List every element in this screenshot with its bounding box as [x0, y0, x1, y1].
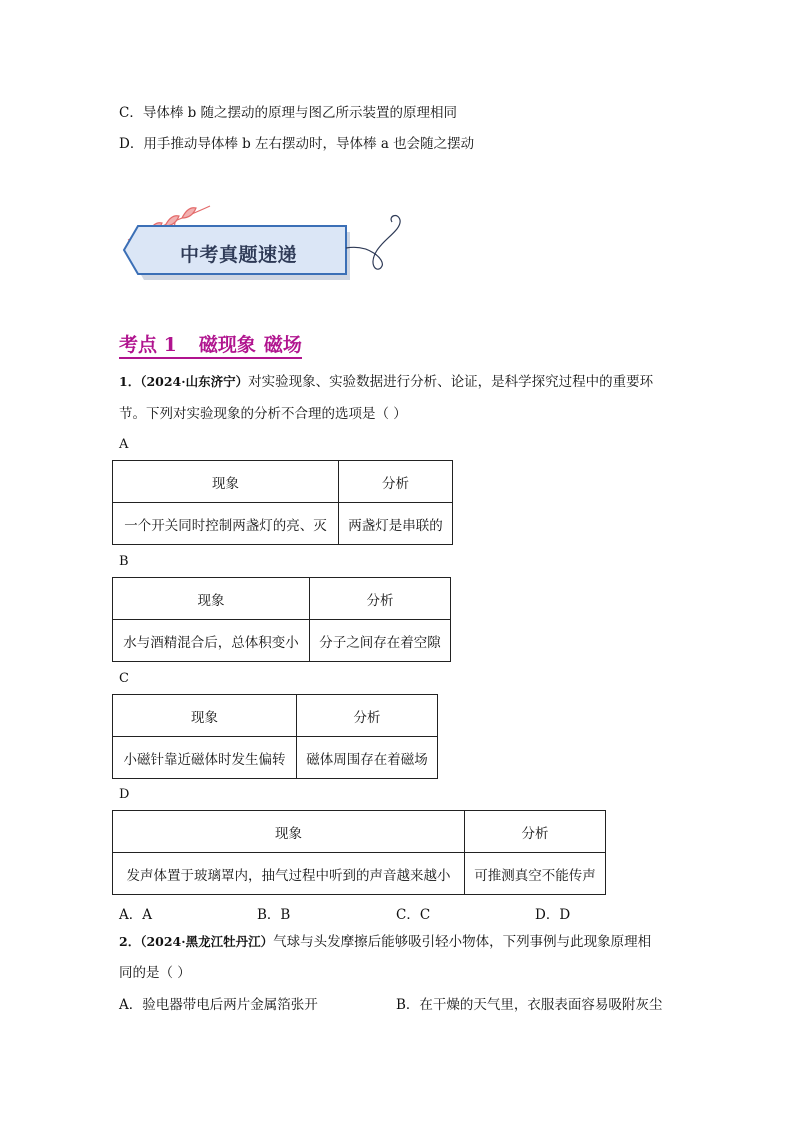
answer-choice-d: D．D [535, 907, 571, 923]
question-2-choice-a: A．验电器带电后两片金属箔张开 [119, 997, 318, 1013]
section-prefix: 考点 1 [119, 334, 177, 356]
option-b-label: B [119, 554, 129, 569]
table-cell: 发声体置于玻璃罩内，抽气过程中听到的声音越来越小 [113, 853, 465, 895]
question-1-line-2: 节。下列对实验现象的分析不合理的选项是（ ） [119, 406, 407, 422]
table-header: 现象 [113, 811, 465, 853]
question-2-line-1 [119, 934, 651, 950]
table-header: 分析 [465, 811, 606, 853]
table-cell: 小磁针靠近磁体时发生偏转 [113, 737, 297, 779]
question-2-number: 2． [119, 934, 141, 949]
table-cell: 可推测真空不能传声 [465, 853, 606, 895]
answer-choice-a: A．A [119, 907, 152, 923]
section-title-a: 磁现象 [198, 334, 256, 356]
table-header: 分析 [339, 461, 453, 503]
question-1-line-1 [119, 374, 653, 390]
section-heading [119, 333, 302, 359]
option-a-table [112, 460, 453, 545]
question-2-choice-b: B．在干燥的天气里，衣服表面容易吸附灰尘 [396, 997, 663, 1013]
option-a-label: A [119, 437, 129, 452]
table-cell: 水与酒精混合后，总体积变小 [113, 620, 310, 662]
option-b-table [112, 577, 451, 662]
table-cell: 磁体周围存在着磁场 [297, 737, 438, 779]
question-2-text-1: 气球与头发摩擦后能够吸引轻小物体，下列事例与此现象原理相 [273, 934, 652, 950]
table-header: 现象 [113, 461, 339, 503]
table-cell: 分子之间存在着空隙 [310, 620, 451, 662]
option-d-text: D．用手推动导体棒 b 左右摆动时，导体棒 a 也会随之摆动 [119, 136, 475, 152]
option-d-table [112, 810, 606, 895]
table-header: 分析 [310, 578, 451, 620]
answer-choice-b: B．B [257, 907, 291, 923]
question-2-source: （2024·黑龙江牡丹江） [140, 934, 274, 949]
answer-choice-c: C．C [396, 907, 431, 923]
table-cell: 一个开关同时控制两盏灯的亮、灭 [113, 503, 339, 545]
option-c-label: C [119, 671, 129, 686]
option-c-table [112, 694, 438, 779]
question-1-number: 1． [119, 374, 141, 389]
section-title-b: 磁场 [263, 334, 302, 356]
question-2-line-2: 同的是（ ） [119, 965, 191, 981]
question-1-source: （2024·山东济宁） [140, 374, 249, 389]
table-header: 现象 [113, 695, 297, 737]
table-header: 分析 [297, 695, 438, 737]
option-d-label: D [119, 787, 130, 802]
swirl-decoration-icon [346, 216, 400, 270]
table-header: 现象 [113, 578, 310, 620]
question-1-text-1: 对实验现象、实验数据进行分析、论证，是科学探究过程中的重要环 [248, 374, 654, 390]
option-c-text: C．导体棒 b 随之摆动的原理与图乙所示装置的原理相同 [119, 105, 458, 121]
banner-title: 中考真题速递 [180, 244, 298, 266]
table-cell: 两盏灯是串联的 [339, 503, 453, 545]
